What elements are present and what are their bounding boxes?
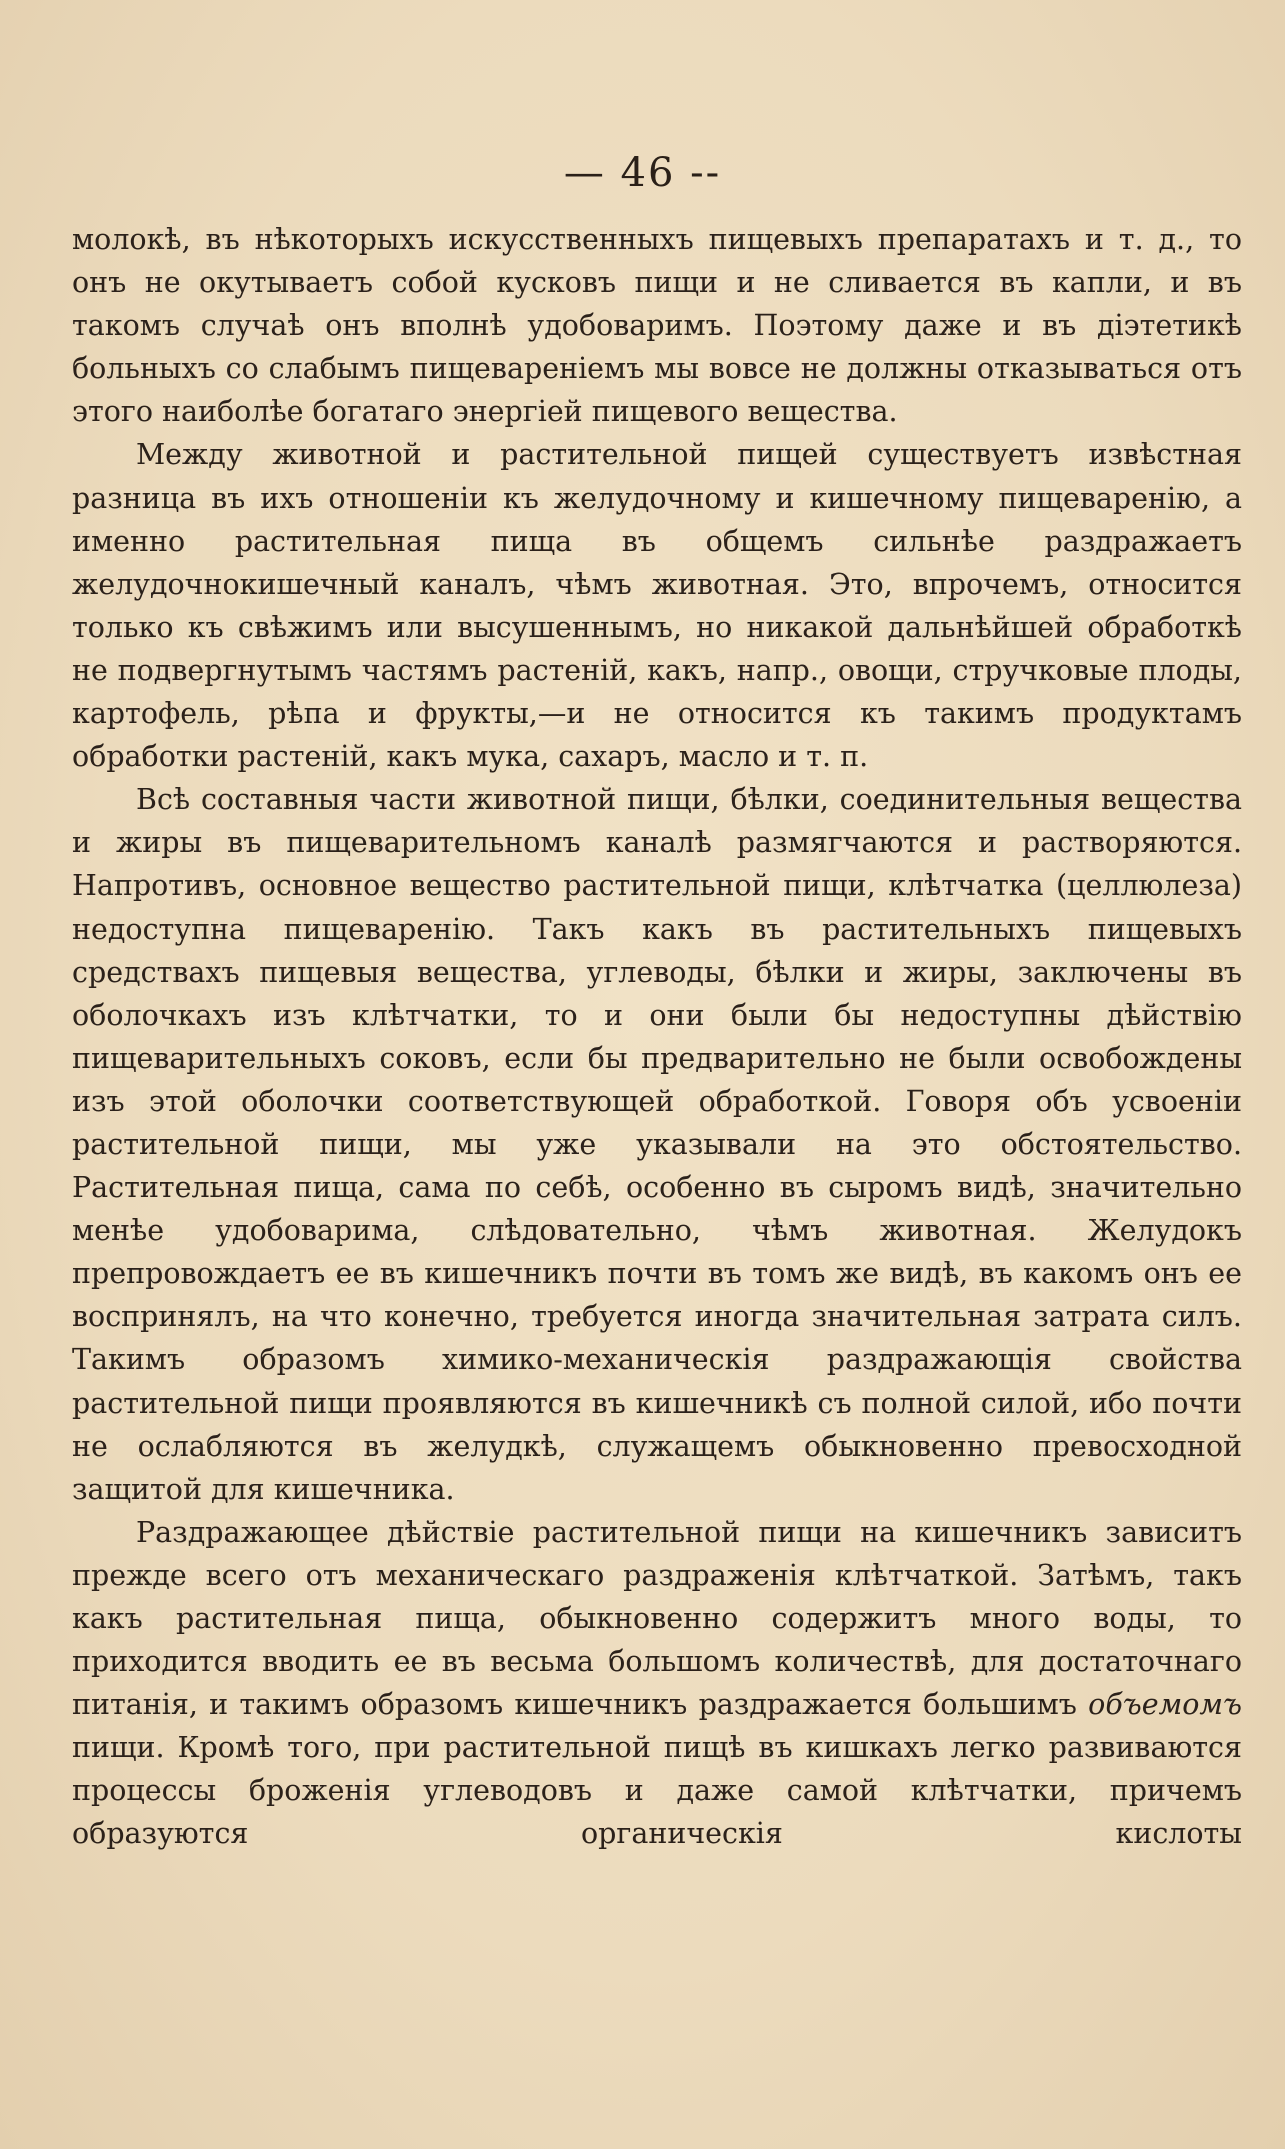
page-number: — 46 -- [563, 150, 722, 196]
paragraph-2: Между животной и растительной пищей существуетъ извѣстная разница въ ихъ отношеніи къ желудочному и кишечному пищеваренію, а именно растительная пища въ общемъ сильнѣе раздражаетъ желудочнокишечный каналъ, чѣмъ животная. Это, впрочемъ, относится только къ свѣжимъ или высушеннымъ, но никакой дальнѣйшей обработкѣ не подвергнутымъ частямъ растеній, какъ, напр., овощи, стручковые плоды, картофель, рѣпа и фрукты,—и не относится къ такимъ продуктамъ обработки растеній, какъ мука, сахаръ, масло и т. п. [72, 438, 1242, 774]
paragraph-4-text-after: пищи. Кромѣ того, при растительной пищѣ въ кишкахъ легко развиваются процессы броженія углеводовъ и даже самой клѣтчатки, причемъ образуются органическія кислоты [72, 1731, 1242, 1851]
paragraph-4-text-before: Раздражающее дѣйствіе растительной пищи на кишечникъ зависитъ прежде всего отъ механическаго раздраженія клѣтчаткой. Затѣмъ, такъ какъ растительная пища, обыкновенно содержитъ много воды, то приходится вводить ее въ весьма большомъ количествѣ, для достаточнаго питанія, и такимъ образомъ кишечникъ раздражается большимъ [72, 1515, 1242, 1722]
paragraph-4 [72, 1511, 1242, 1856]
paragraph-3: Всѣ составныя части животной пищи, бѣлки, соединительныя вещества и жиры въ пищеварительномъ каналѣ размягчаются и растворяются. Напротивъ, основное вещество растительной пищи, клѣтчатка (целлюлеза) недоступна пищеваренію. Такъ какъ въ растительныхъ пищевыхъ средствахъ пищевыя вещества, углеводы, бѣлки и жиры, заключены въ оболочкахъ изъ клѣтчатки, то и они были бы недоступны дѣйствію пищеварительныхъ соковъ, если бы предварительно не были освобождены изъ этой оболочки соответствующей обработкой. Говоря объ усвоеніи растительной пищи, мы уже указывали на это обстоятельство. Растительная пища, сама по себѣ, особенно въ сыромъ видѣ, значительно менѣе удобоварима, слѣдовательно, чѣмъ животная. Желудокъ препровождаетъ ее въ кишечникъ почти въ томъ же видѣ, въ какомъ онъ ее воспринялъ, на что конечно, требуется иногда значительная затрата силъ. Такимъ образомъ химико-механическія раздражающія свойства растительной пищи проявляются въ кишечникѣ съ полной силой, ибо почти не ослабляются въ желудкѣ, служащемъ обыкновенно превосходной защитой для кишечника. [72, 783, 1242, 1506]
paragraph-1: молокѣ, въ нѣкоторыхъ искусственныхъ пищевыхъ препаратахъ и т. д., то онъ не окутываетъ собой кусковъ пищи и не сливается въ капли, и въ такомъ случаѣ онъ вполнѣ удобоваримъ. Поэтому даже и въ діэтетикѣ больныхъ со слабымъ пищевареніемъ мы вовсе не должны отказываться отъ этого наиболѣе богатаго энергіей пищевого вещества. [72, 223, 1242, 429]
paragraph-4-emphasis: объемомъ [1088, 1688, 1242, 1722]
body-text [72, 218, 1242, 1856]
